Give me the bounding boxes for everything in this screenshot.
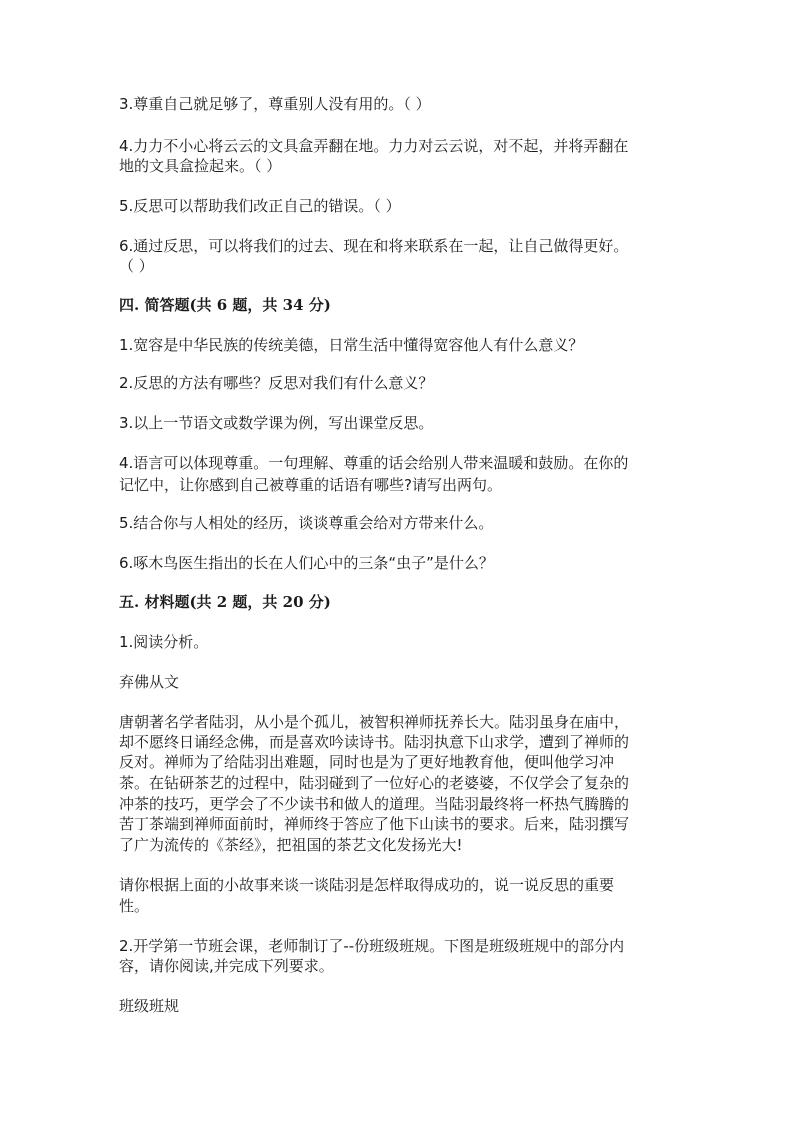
material-q2-line-1: 2.开学第一节班会课，老师制订了--份班级班规。下图是班级班规中的部分内	[119, 937, 625, 955]
material-q2-line-2: 容，请你阅读,并完成下列要求。	[119, 957, 334, 975]
short-answer-q4-line-2: 记忆中，让你感到自己被尊重的话语有哪些?请写出两句。	[119, 476, 502, 494]
judgement-item-4-line-1: 4.力力不小心将云云的文具盒弄翻在地。力力对云云说，对不起，并将弄翻在	[119, 137, 629, 155]
material-q1-intro: 1.阅读分析。	[119, 633, 209, 651]
story-line: 反对。禅师为了给陆羽出难题，同时也是为了更好地教育他，便叫他学习冲	[119, 753, 615, 771]
short-answer-q5: 5.结合你与人相处的经历，谈谈尊重会给对方带来什么。	[119, 514, 494, 532]
judgement-item-4-line-2: 地的文具盒捡起来。（ ）	[119, 157, 282, 175]
short-answer-q1: 1.宽容是中华民族的传统美德，日常生活中懂得宽容他人有什么意义？	[119, 336, 584, 354]
story-line: 却不愿终日诵经念佛，而是喜欢吟读诗书。陆羽执意下山求学，遭到了禅师的	[119, 733, 630, 751]
judgement-item-6-line-1: 6.通过反思，可以将我们的过去、现在和将来联系在一起，让自己做得更好。	[119, 237, 629, 255]
short-answer-q4-line-1: 4.语言可以体现尊重。一句理解、尊重的话会给别人带来温暖和鼓励。在你的	[119, 454, 629, 472]
short-answer-q2: 2.反思的方法有哪些？反思对我们有什么意义？	[119, 374, 434, 392]
short-answer-q3: 3.以上一节语文或数学课为例，写出课堂反思。	[119, 414, 434, 432]
section-5-heading: 五. 材料题(共 2 题，共 20 分)	[119, 593, 331, 611]
section-4-heading: 四. 简答题(共 6 题，共 34 分)	[119, 296, 331, 314]
material-q1-prompt-line-1: 请你根据上面的小故事来谈一谈陆羽是怎样取得成功的，说一说反思的重要	[119, 876, 615, 894]
judgement-item-5: 5.反思可以帮助我们改正自己的错误。（ ）	[119, 197, 401, 215]
story-line: 冲茶的技巧，更学会了不少读书和做人的道理。当陆羽最终将一杯热气腾腾的	[119, 795, 630, 813]
judgement-item-3: 3.尊重自己就足够了，尊重别人没有用的。（ ）	[119, 95, 431, 113]
material-q1-prompt-line-2: 性。	[119, 897, 150, 915]
story-line: 茶。在钻研茶艺的过程中，陆羽碰到了一位好心的老婆婆，不仅学会了复杂的	[119, 774, 630, 792]
judgement-item-6-line-2: （ ）	[119, 257, 154, 275]
short-answer-q6: 6.啄木鸟医生指出的长在人们心中的三条“虫子”是什么？	[119, 554, 494, 572]
class-rules-title: 班级班规	[119, 997, 180, 1015]
story-line: 苦丁茶端到禅师面前时，禅师终于答应了他下山读书的要求。后来，陆羽撰写	[119, 815, 630, 833]
story-title: 弃佛从文	[119, 673, 180, 691]
story-line: 了广为流传的《茶经》，把祖国的茶艺文化发扬光大!	[119, 836, 463, 854]
story-line: 唐朝著名学者陆羽，从小是个孤儿，被智积禅师抚养长大。陆羽虽身在庙中，	[119, 713, 630, 731]
